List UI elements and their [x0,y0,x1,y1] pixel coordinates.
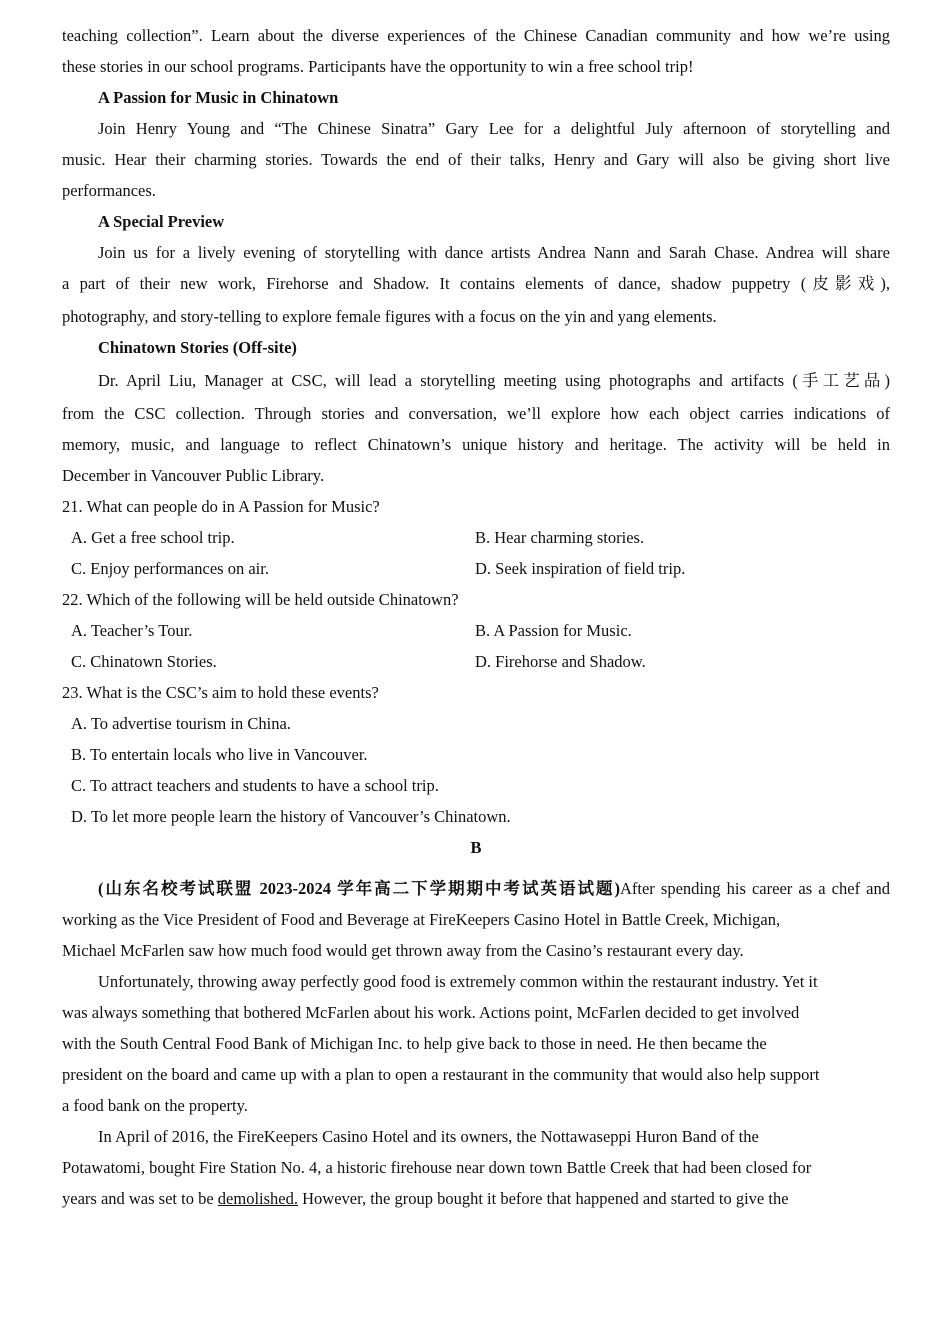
question-23 [62,677,890,832]
document-page [62,20,890,1214]
answer-option: A. Get a free school trip. [71,528,235,547]
passage-a [62,20,890,491]
question-stem: 21. What can people do in A Passion for Music? [62,497,380,516]
text-line: December in Vancouver Public Library. [62,466,325,485]
passage-b [62,832,890,1214]
text-run: However, the group bought it before that happened and started to give the [298,1189,789,1208]
answer-option: D. To let more people learn the history of Vancouver’s Chinatown. [71,807,511,826]
section-heading: A Passion for Music in Chinatown [98,88,339,107]
answer-option: B. A Passion for Music. [475,621,632,640]
text-line: Potawatomi, bought Fire Station No. 4, a historic firehouse near down town Battle Creek that had been closed for [62,1158,812,1177]
text-line: photography, and story-telling to explore female figures with a focus on the yin and yang elements. [62,307,717,326]
section-heading: A Special Preview [98,212,225,231]
answer-option: C. Enjoy performances on air. [71,559,269,578]
text-line: a food bank on the property. [62,1096,248,1115]
text-line: with the South Central Food Bank of Michigan Inc. to help give back to those in need. He then became the [62,1034,767,1053]
text-line: working as the Vice President of Food and Beverage at FireKeepers Casino Hotel in Battle Creek, Michigan, [62,910,781,929]
text-line: In April of 2016, the FireKeepers Casino Hotel and its owners, the Nottawaseppi Huron Band of the [98,1127,759,1146]
text-line: these stories in our school programs. Participants have the opportunity to win a free school trip! [62,57,694,76]
text-line: Join Henry Young and “The Chinese Sinatra” Gary Lee for a delightful July afternoon of storytelling and [98,119,890,138]
text-line: memory, music, and language to reflect Chinatown’s unique history and heritage. The activity will be held in [62,435,890,454]
text-line [62,1183,890,1214]
text-line: teaching collection”. Learn about the diverse experiences of the Chinese Canadian community and how we’re using [62,26,890,45]
text-line: music. Hear their charming stories. Towards the end of their talks, Henry and Gary will also be giving short live [62,150,890,169]
text-run: years and was set to be [62,1189,218,1208]
text-line: president on the board and came up with a plan to open a restaurant in the community that would also help support [62,1065,820,1084]
answer-option: C. To attract teachers and students to have a school trip. [71,776,439,795]
question-21 [62,491,890,584]
text-line: from the CSC collection. Through stories and conversation, we’ll explore how each object carries indications of [62,404,890,423]
answer-option: A. Teacher’s Tour. [71,621,193,640]
text-line: was always something that bothered McFarlen about his work. Actions point, McFarlen decided to get involved [62,1003,800,1022]
source-citation: (山东名校考试联盟 2023-2024 学年高二下学期期中考试英语试题) [98,879,620,898]
text-line: Michael McFarlen saw how much food would get thrown away from the Casino’s restaurant every day. [62,941,744,960]
answer-option: C. Chinatown Stories. [71,652,217,671]
text-line: Unfortunately, throwing away perfectly good food is extremely common within the restaurant industry. Yet it [98,972,818,991]
question-stem: 22. Which of the following will be held outside Chinatown? [62,590,459,609]
underlined-word: demolished. [217,1189,298,1208]
answer-option: D. Firehorse and Shadow. [475,652,646,671]
question-22 [62,584,890,677]
section-heading: Chinatown Stories (Off-site) [98,338,297,357]
question-stem: 23. What is the CSC’s aim to hold these events? [62,683,379,702]
text-line: a part of their new work, Firehorse and Shadow. It contains elements of dance, shadow puppetry (皮影戏), [62,274,890,293]
answer-option: A. To advertise tourism in China. [71,714,291,733]
section-label: B [470,838,482,857]
text-line: performances. [62,181,156,200]
text-run: After spending his career as a chef and [619,879,891,898]
text-line: Join us for a lively evening of storytelling with dance artists Andrea Nann and Sarah Chase. Andrea will share [98,243,890,262]
text-line: Dr. April Liu, Manager at CSC, will lead a storytelling meeting using photographs and artifacts (手工艺品) [98,371,890,390]
answer-option: B. Hear charming stories. [475,528,645,547]
answer-option: D. Seek inspiration of field trip. [475,559,686,578]
answer-option: B. To entertain locals who live in Vancouver. [71,745,368,764]
text-line [62,873,890,904]
